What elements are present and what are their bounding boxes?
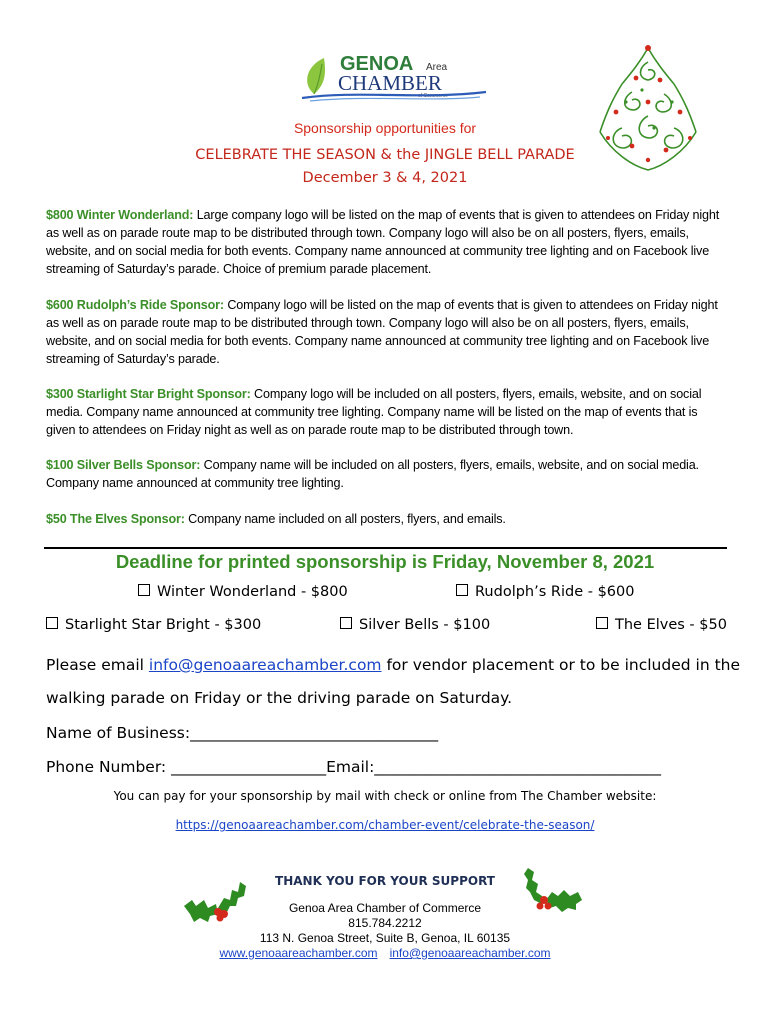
tier-starlight-star-bright xyxy=(46,385,726,439)
checkbox-starlight[interactable]: Starlight Star Bright - $300 xyxy=(46,617,261,633)
phone-email-field[interactable]: Phone Number: ____________________Email:_____________________________________ xyxy=(46,758,662,776)
website-payment-link[interactable]: https://genoaareachamber.com/chamber-event/celebrate-the-season/ xyxy=(175,818,595,832)
footer-phone: 815.784.2212 xyxy=(348,916,422,930)
checkbox-icon[interactable] xyxy=(46,617,58,629)
email-link[interactable]: info@genoaareachamber.com xyxy=(148,656,382,674)
event-dates: December 3 & 4, 2021 xyxy=(302,170,468,186)
tier-label: $600 Rudolph’s Ride Sponsor: xyxy=(46,298,224,312)
checkbox-icon[interactable] xyxy=(138,584,150,596)
tier-description: Company name will be included on all posters, flyers, emails, website, and on social media. Company name announced at community tree lighting. xyxy=(46,458,699,490)
tier-silver-bells xyxy=(46,456,726,492)
logo-sub-text: CHAMBER xyxy=(338,71,442,95)
sponsorship-subtitle: Sponsorship opportunities for xyxy=(293,120,477,136)
checkbox-icon[interactable] xyxy=(596,617,608,629)
tier-label: $100 Silver Bells Sponsor: xyxy=(46,458,201,472)
payment-link-row xyxy=(0,818,770,832)
tier-description: Company logo will be listed on the map of events that is given to attendees on Friday night as well as on parade route map to be distributed through town. Company logo will also be on all posters, flyers, emails, website, and on social media for both events. Company name announced at community tree lighting and on Facebook live streaming of Saturday’s parade. xyxy=(46,298,718,366)
tier-label: $300 Starlight Star Bright Sponsor: xyxy=(46,387,251,401)
divider xyxy=(44,547,727,549)
tier-label: $50 The Elves Sponsor: xyxy=(46,512,185,526)
footer-website-link[interactable]: www.genoaareachamber.com xyxy=(219,946,378,960)
footer-org-name: Genoa Area Chamber of Commerce xyxy=(288,901,482,915)
payment-text: You can pay for your sponsorship by mail with check or online from The Chamber website: xyxy=(113,789,657,803)
thank-you-heading: THANK YOU FOR YOUR SUPPORT xyxy=(275,874,495,888)
tier-label: $800 Winter Wonderland: xyxy=(46,208,194,222)
logo-main-text: GENOA xyxy=(340,53,414,75)
tier-description: Company logo will be included on all posters, flyers, emails, website, and on social media. Company name announced at community tree lighting. Company name will be listed on the map of events that is given to attendees on Friday night as well as on parade route map to be distributed through town. xyxy=(46,387,702,437)
tier-rudolphs-ride xyxy=(46,296,726,368)
business-name-field[interactable]: Name of Business:________________________________ xyxy=(46,724,439,742)
tier-winter-wonderland xyxy=(46,206,726,278)
email-instruction: Please email info@genoaareachamber.com for vendor placement or to be included in the xyxy=(46,656,741,674)
parade-instruction: walking parade on Friday or the driving parade on Saturday. xyxy=(46,689,513,707)
footer-links xyxy=(0,946,770,960)
checkbox-winter-wonderland[interactable]: Winter Wonderland - $800 xyxy=(138,584,348,600)
chamber-logo xyxy=(300,50,490,102)
checkbox-rudolphs-ride[interactable]: Rudolph’s Ride - $600 xyxy=(456,584,634,600)
tier-description: Large company logo will be listed on the map of events that is given to attendees on Friday night as well as on parade route map to be distributed through town. Company logo will also be on all posters, flyers, emails, website, and on social media for both events. Company name announced at community tree lighting and on Facebook live streaming of Saturday’s parade. Choice of premium parade placement. xyxy=(46,208,720,276)
svg-text:of Commerce: of Commerce xyxy=(418,93,449,99)
tier-the-elves xyxy=(46,510,726,528)
deadline-heading: Deadline for printed sponsorship is Friday, November 8, 2021 xyxy=(115,551,655,572)
checkbox-silver-bells[interactable]: Silver Bells - $100 xyxy=(340,617,490,633)
tier-description: Company name included on all posters, flyers, and emails. xyxy=(184,512,506,526)
event-title: CELEBRATE THE SEASON & the JINGLE BELL PARADE xyxy=(195,147,575,163)
checkbox-icon[interactable] xyxy=(456,584,468,596)
svg-text:Area: Area xyxy=(426,62,448,73)
checkbox-the-elves[interactable]: The Elves - $50 xyxy=(596,617,727,633)
footer-address: 113 N. Genoa Street, Suite B, Genoa, IL 60135 xyxy=(259,931,511,945)
footer-email-link[interactable]: info@genoaareachamber.com xyxy=(389,946,551,960)
checkbox-icon[interactable] xyxy=(340,617,352,629)
